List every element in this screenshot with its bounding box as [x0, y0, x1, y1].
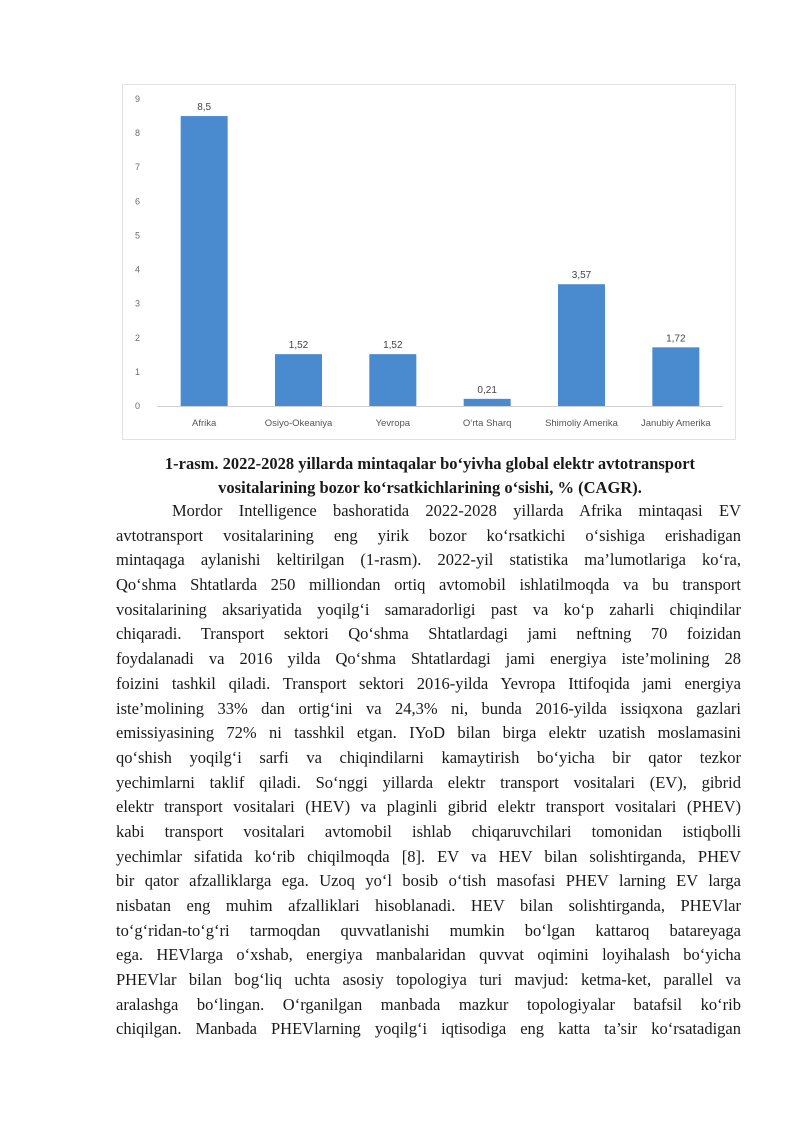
data-label: 0,21: [477, 384, 497, 396]
y-tick-label: 9: [135, 94, 141, 104]
text-line: chiqaradi. Transport sektori Qo‘shma Shtatlardagi jami neftning 70 foizidan: [116, 624, 741, 644]
category-label: Janubiy Amerika: [640, 418, 711, 429]
text-line: kabi transport vositalari avtomobil ishlab chiqaruvchilari tomonidan istiqbolli: [116, 821, 741, 841]
y-tick-label: 6: [135, 196, 141, 207]
bar: [275, 354, 322, 406]
y-tick-label: 0: [135, 401, 141, 411]
text-line: mintaqaga aylanishi keltirilgan (1-rasm). 2022-yil statistika ma’lumotlariga ko‘ra,: [116, 550, 741, 570]
y-tick-label: 2: [135, 332, 141, 343]
text-line: avtotransport vositalarining eng yirik bozor ko‘rsatkichi o‘sishiga erishadigan: [116, 525, 741, 545]
text-line: yechimlar sifatida ko‘rib chiqilmoqda [8]. EV va HEV bilan solishtirganda, PHEV: [116, 846, 741, 866]
text-line: PHEVlar bilan bog‘liq uchta asosiy topologiya turi mavjud: ketma-ket, parallel va: [116, 970, 741, 990]
y-tick-label: 1: [135, 366, 141, 377]
data-label: 1,72: [666, 333, 686, 345]
text-line: Qo‘shma Shtatlarda 250 milliondan ortiq avtomobil ishlatilmoqda va bu transport: [116, 575, 741, 595]
category-label: Afrika: [192, 418, 217, 429]
text-line: nisbatan eng muhim afzalliklari hisoblanadi. HEV bilan solishtirganda, PHEVlar: [116, 896, 741, 915]
text-line: elektr transport vositalari (HEV) va plaginli gibrid elektr transport vositalari (PHEV): [116, 797, 741, 817]
category-label: O‘rta Sharq: [462, 418, 512, 429]
category-label: Osiyo-Okeaniya: [264, 418, 333, 429]
text-line: aralashga bo‘lingan. O‘rganilgan manbada mazkur topologiyalar batafsil ko‘rib: [116, 994, 741, 1014]
text-line: to‘g‘ridan-to‘g‘ri tarmoqdan quvvatlanishi mumkin bo‘lgan kattaroq batareyaga: [116, 920, 741, 940]
body-paragraph: [116, 499, 741, 1042]
bar-chart: [122, 84, 736, 440]
category-label: Yevropa: [375, 418, 411, 429]
text-line: emissiyasining 72% ni tasshkil etgan. IYoD bilan birga elektr uzatish moslamasini: [116, 723, 741, 743]
bar: [369, 354, 416, 406]
data-label: 8,5: [197, 102, 212, 114]
y-tick-label: 5: [135, 230, 141, 241]
figure-caption: [110, 452, 750, 500]
text-line: Mordor Intelligence bashoratida 2022-2028 yillarda Afrika mintaqasi EV: [172, 501, 741, 520]
caption-line: 1-rasm. 2022-2028 yillarda mintaqalar bo‘yivha global elektr avtotransport: [164, 454, 696, 473]
y-tick-label: 3: [135, 298, 141, 309]
category-label: Shimoliy Amerika: [545, 418, 618, 429]
data-label: 1,52: [288, 340, 309, 352]
text-line: iste’molining 33% dan ortig‘ini va 24,3% ni, bunda 2016-yilda issiqxona gazlari: [116, 698, 741, 718]
text-line: qo‘shish yoqilg‘i sarfi va chiqindilarni kamaytirish bo‘yicha bir qator tezkor: [116, 747, 741, 767]
bar: [181, 116, 228, 406]
text-line: bir qator afzalliklarga ega. Uzoq yo‘l bosib o‘tish masofasi PHEV larning EV larga: [116, 871, 741, 891]
data-label: 3,57: [571, 270, 592, 282]
y-tick-label: 4: [135, 264, 141, 275]
chart-canvas: [123, 85, 735, 439]
text-line: yechimlarni taklif qiladi. So‘nggi yillarda elektr transport vositalari (EV), gibrid: [116, 772, 741, 792]
text-line: foydalanadi va 2016 yilda Qo‘shma Shtatlardagi jami energiya iste’molining 28: [116, 649, 741, 669]
caption-line: vositalarining bozor ko‘rsatkichlarining o‘sishi, % (CAGR).: [218, 478, 642, 497]
bar: [558, 284, 605, 406]
y-tick-label: 7: [135, 162, 141, 173]
y-tick-label: 8: [135, 128, 141, 139]
bar: [464, 399, 511, 406]
data-label: 1,52: [383, 340, 403, 352]
text-line: vositalarining aksariyatida yoqilg‘i samaradorligi past va ko‘p zaharli chiqindilar: [116, 599, 741, 619]
bar: [652, 347, 699, 406]
text-line: chiqilgan. Manbada PHEVlarning yoqilg‘i iqtisodiga eng katta ta’sir ko‘rsatadigan: [116, 1019, 741, 1039]
text-line: foizini tashkil qiladi. Transport sektori 2016-yilda Yevropa Ittifoqida jami energiya: [116, 673, 741, 693]
text-line: ega. HEVlarga o‘xshab, energiya manbalaridan quvvat oqimini loyihalash bo‘yicha: [116, 945, 741, 965]
